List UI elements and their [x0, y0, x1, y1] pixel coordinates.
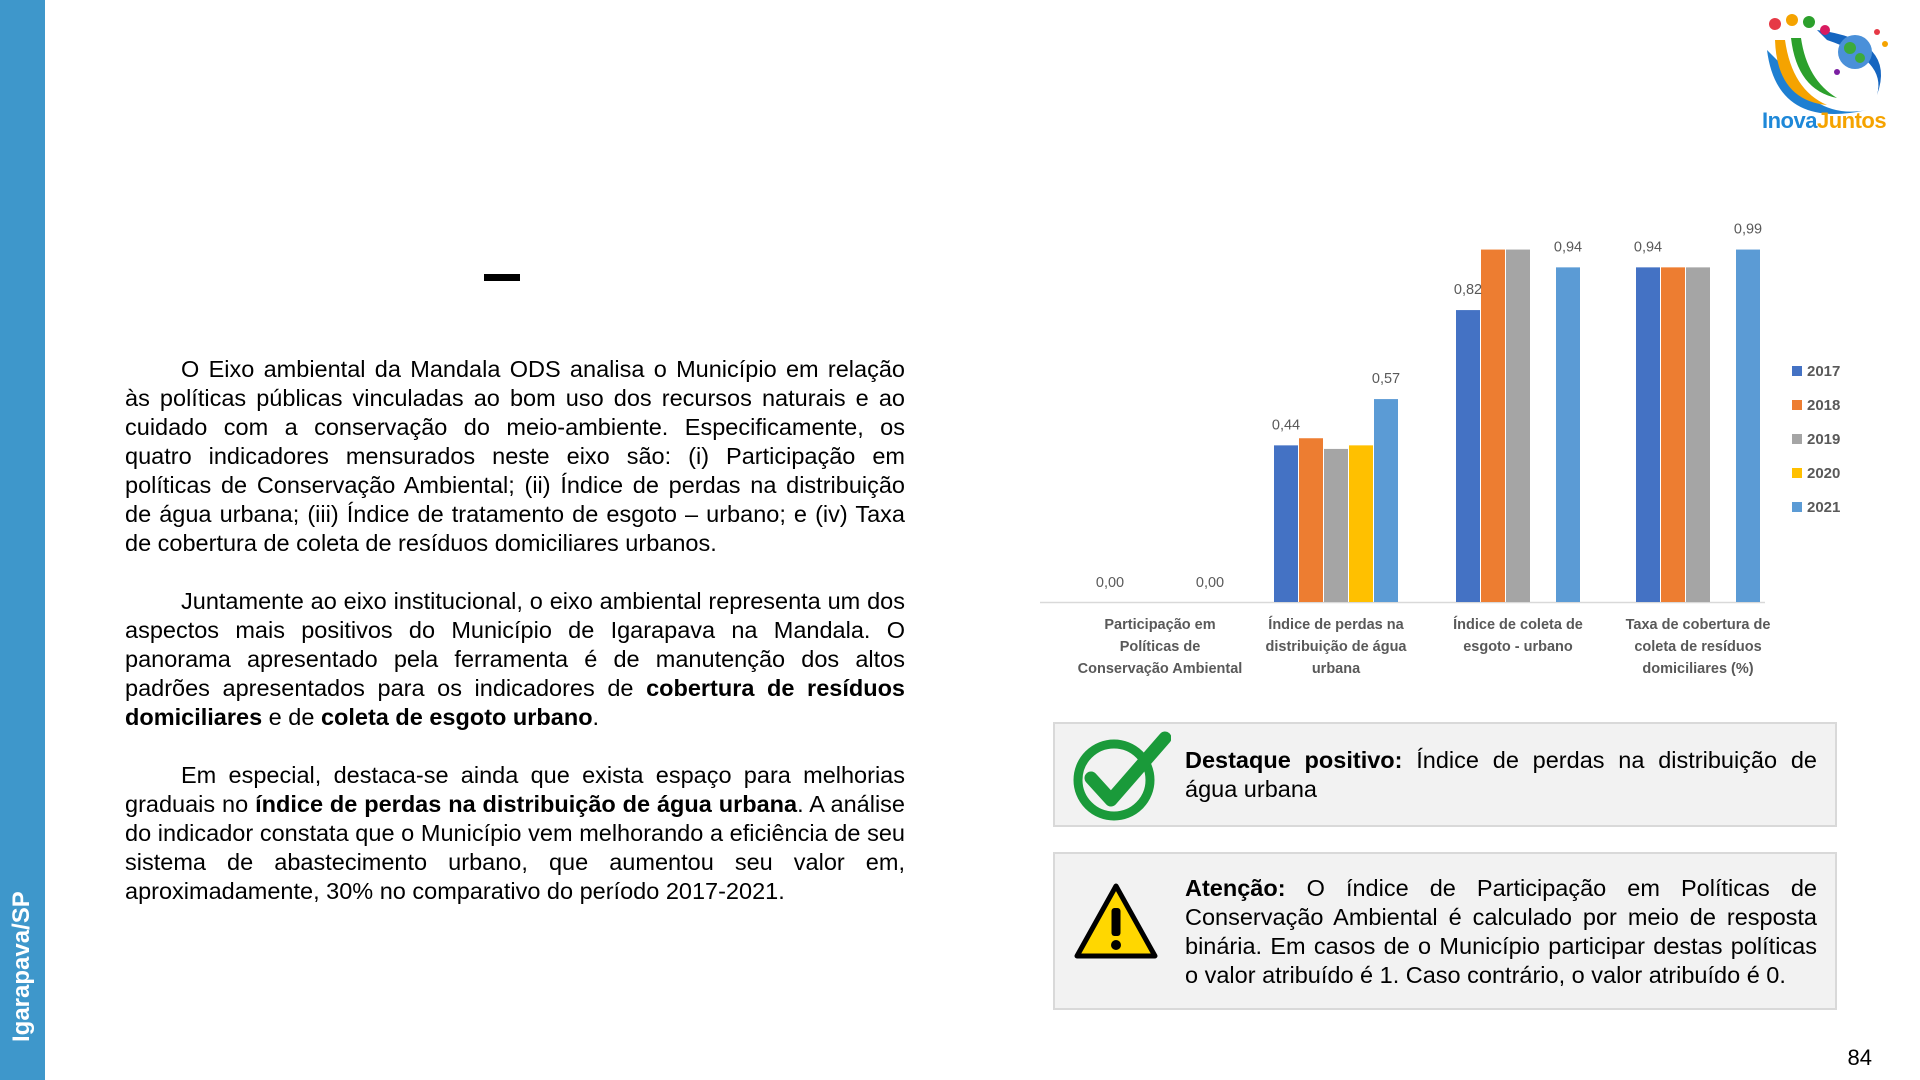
bar-2021-cat4 [1736, 250, 1760, 602]
category-label-1: Participação em [1104, 617, 1216, 633]
legend-label-2021: 2021 [1807, 499, 1841, 516]
category-label-4: coleta de resíduos [1634, 639, 1762, 655]
data-label: 0,94 [1553, 239, 1583, 256]
attention-box [1053, 852, 1837, 1010]
legend-swatch-2020 [1792, 468, 1802, 478]
category-label-4: Taxa de cobertura de [1625, 617, 1771, 633]
indicators-bar-chart [1030, 195, 1910, 695]
logo-text: InovaJuntos [1762, 108, 1887, 133]
bar-2021-cat3 [1556, 267, 1580, 602]
paragraph-3: Em especial, destaca-se ainda que exista espaço para melhorias graduais no índice de perdas na distribuição de água urbana. A análise do indicador constata que o Município vem melhorando a eficiência de seu sistema de abastecimento urbano, que aumentou seu valor em, aproximadamente, 30% no comparativo do período 2017-2021. [125, 762, 905, 904]
bar-2018-cat2 [1299, 438, 1323, 602]
category-label-3: Índice de coleta de [1453, 617, 1583, 633]
checkmark-icon [1071, 730, 1171, 822]
title-dash [484, 274, 520, 281]
legend-swatch-2021 [1792, 502, 1802, 512]
data-label: 0,57 [1371, 371, 1401, 388]
warning-icon [1073, 882, 1159, 962]
paragraph-1: O Eixo ambiental da Mandala ODS analisa o Município em relação às políticas públicas vinculadas ao bom uso dos recursos naturais e ao cuidado com a conservação do meio-ambiente. Especificamente, os quatro indicadores mensurados neste eixo são: (i) Participação em políticas de Conservação Ambiental; (ii) Índice de perdas na distribuição de água urbana; (iii) Índice de tratamento de esgoto – urbano; e (iv) Taxa de cobertura de coleta de resíduos domiciliares urbanos. [125, 356, 905, 556]
positive-highlight-text: Destaque positivo: Índice de perdas na distribuição de água urbana [1185, 747, 1817, 802]
category-label-2: urbana [1311, 661, 1361, 677]
data-label: 0,00 [1095, 575, 1125, 591]
legend-swatch-2017 [1792, 366, 1802, 376]
category-label-1: Políticas de [1119, 639, 1201, 655]
data-label: 0,99 [1733, 221, 1763, 238]
data-label: 0,00 [1195, 575, 1225, 591]
sidebar-label: Igarapava/SP [8, 891, 35, 1042]
body-text [125, 355, 905, 935]
sidebar [0, 0, 45, 1080]
positive-highlight-box [1053, 722, 1837, 827]
bar-2019-cat4 [1686, 267, 1710, 602]
paragraph-2: Juntamente ao eixo institucional, o eixo ambiental representa um dos aspectos mais positivos do Município de Igarapava na Mandala. O panorama apresentado pela ferramenta é de manutenção dos altos padrões apresentados para os indicadores de cobertura de resíduos domiciliares e de coleta de esgoto urbano. [125, 588, 906, 730]
bar-2017-cat2 [1274, 445, 1298, 602]
bar-2017-cat4 [1636, 267, 1660, 602]
legend-label-2020: 2020 [1807, 465, 1841, 482]
data-label: 0,82 [1453, 282, 1483, 299]
category-label-4: domiciliares (%) [1642, 661, 1754, 677]
category-label-3: esgoto - urbano [1463, 639, 1573, 655]
legend-swatch-2019 [1792, 434, 1802, 444]
attention-text: Atenção: O índice de Participação em Políticas de Conservação Ambiental é calculado por meio de resposta binária. Em casos de o Município participar destas políticas o valor atribuído é 1. Caso contrário, o valor atribuído é 0. [1185, 875, 1817, 988]
legend-label-2017: 2017 [1807, 363, 1841, 380]
legend-label-2019: 2019 [1807, 431, 1841, 448]
page-number: 84 [1847, 1045, 1872, 1070]
bar-2019-cat3 [1506, 250, 1530, 602]
category-label-2: distribuição de água [1265, 639, 1407, 655]
legend-swatch-2018 [1792, 400, 1802, 410]
bar-2017-cat3 [1456, 310, 1480, 602]
bar-2020-cat2 [1349, 445, 1373, 602]
category-label-2: Índice de perdas na [1268, 617, 1404, 633]
category-label-1: Conservação Ambiental [1077, 661, 1243, 677]
data-label: 0,94 [1633, 239, 1663, 256]
legend-label-2018: 2018 [1807, 397, 1841, 414]
bar-2021-cat2 [1374, 399, 1398, 602]
bar-2019-cat2 [1324, 449, 1348, 602]
bar-2018-cat3 [1481, 250, 1505, 602]
bar-2018-cat4 [1661, 267, 1685, 602]
data-label: 0,44 [1271, 417, 1301, 434]
